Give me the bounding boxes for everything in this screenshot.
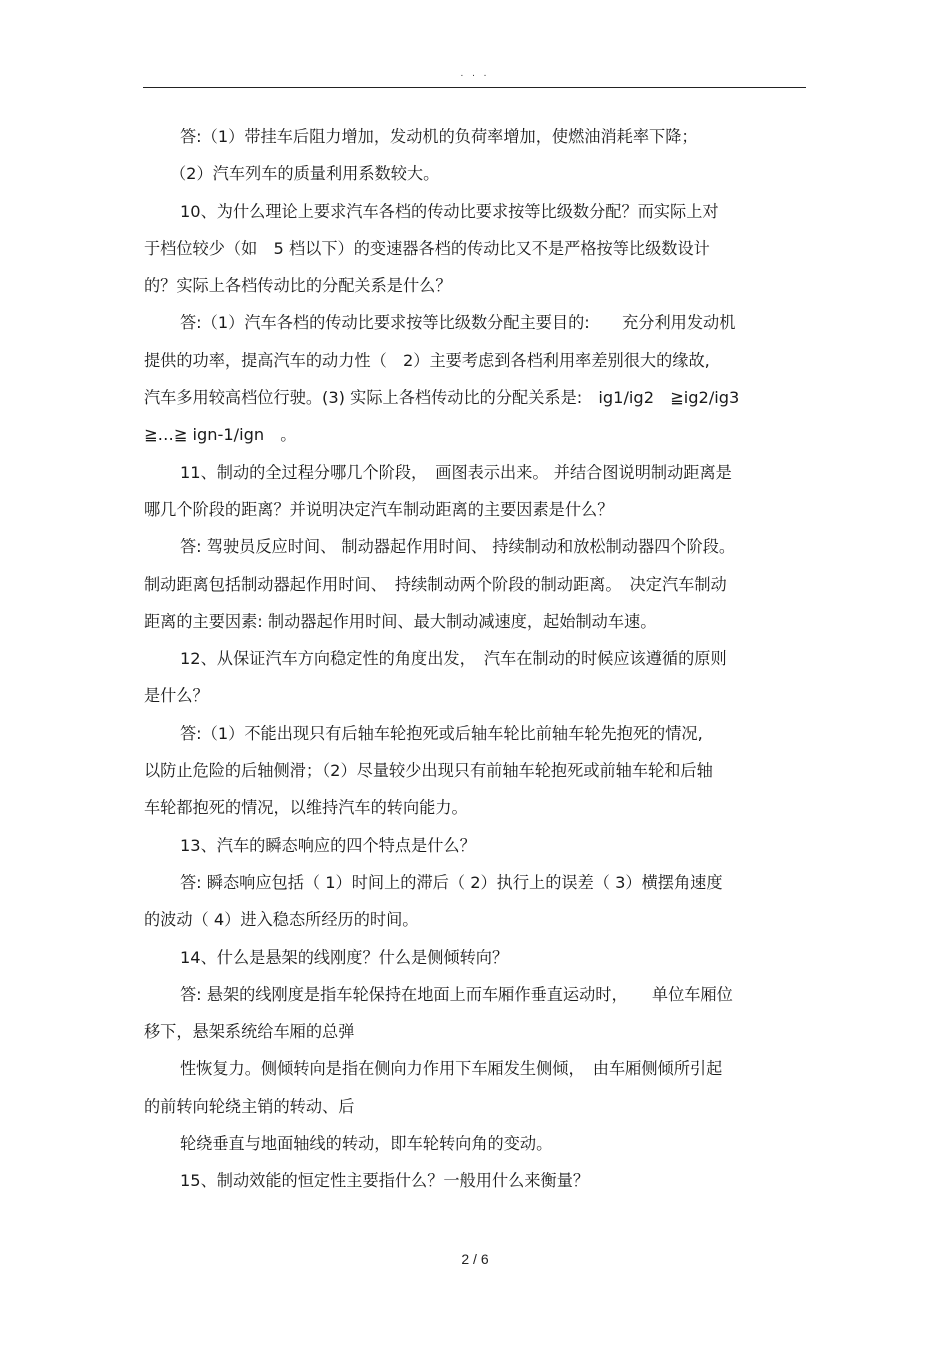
text-line: 的？实际上各档传动比的分配关系是什么？ [144, 276, 452, 296]
text-line: ≧…≧ ign-1/ign 。 [144, 425, 297, 445]
text-line: 11、制动的全过程分哪几个阶段， 画图表示出来。 并结合图说明制动距离是 [180, 462, 732, 482]
text-line: 车轮都抱死的情况，以维持汽车的转向能力。 [144, 798, 468, 818]
text-line: 以防止危险的后轴侧滑；（2）尽量较少出现只有前轴车轮抱死或前轴车轮和后轴 [144, 761, 713, 781]
text-line: 12、从保证汽车方向稳定性的角度出发， 汽车在制动的时候应该遵循的原则 [180, 649, 727, 669]
text-line: 答: 驾驶员反应时间、 制动器起作用时间、 持续制动和放松制动器四个阶段。 [180, 537, 736, 557]
text-line: 于档位较少（如 5 档以下）的变速器各档的传动比又不是严格按等比级数设计 [144, 238, 710, 258]
text-line: 移下，悬架系统给车厢的总弹 [144, 1022, 355, 1042]
text-line: 汽车多用较高档位行驶。(3) 实际上各档传动比的分配关系是: ig1/ig2 ≧ig2/ig3 [144, 388, 740, 408]
text-line: 14、什么是悬架的线刚度？什么是侧倾转向？ [180, 947, 509, 967]
text-line: 提供的功率，提高汽车的动力性（ 2）主要考虑到各档利用率差别很大的缘故, [144, 350, 710, 370]
text-line: 距离的主要因素: 制动器起作用时间、最大制动减速度，起始制动车速。 [144, 611, 657, 631]
text-line: 答: 瞬态响应包括（ 1）时间上的滞后（ 2）执行上的误差（ 3）横摆角速度 [180, 872, 723, 892]
text-line: 10、为什么理论上要求汽车各档的传动比要求按等比级数分配？而实际上对 [180, 201, 719, 221]
text-line: 15、制动效能的恒定性主要指什么？一般用什么来衡量？ [180, 1171, 590, 1191]
document-body [144, 118, 809, 1200]
text-line: 性恢复力。侧倾转向是指在侧向力作用下车厢发生侧倾， 由车厢侧倾所引起 [180, 1059, 723, 1079]
text-line: 答:（1）不能出现只有后轴车轮抱死或后轴车轮比前轴车轮先抱死的情况, [180, 723, 703, 743]
header-rule [143, 87, 806, 88]
text-line: 答: 悬架的线刚度是指车轮保持在地面上而车厢作垂直运动时， 单位车厢位 [180, 984, 733, 1004]
text-line: 13、汽车的瞬态响应的四个特点是什么？ [180, 835, 476, 855]
text-line: 制动距离包括制动器起作用时间、 持续制动两个阶段的制动距离。 决定汽车制动 [144, 574, 727, 594]
text-line: 答:（1）汽车各档的传动比要求按等比级数分配主要目的: 充分利用发动机 [180, 313, 736, 333]
text-line: （2）汽车列车的质量利用系数较大。 [170, 164, 440, 184]
text-line: 答:（1）带挂车后阻力增加，发动机的负荷率增加，使燃油消耗率下降； [180, 127, 698, 146]
text-line: 轮绕垂直与地面轴线的转动，即车轮转向角的变动。 [180, 1134, 553, 1154]
text-line: 是什么？ [144, 686, 209, 706]
text-line: 哪几个阶段的距离？并说明决定汽车制动距离的主要因素是什么？ [144, 499, 614, 519]
text-line: 的前转向轮绕主销的转动、后 [144, 1096, 355, 1116]
page-number: 2 / 6 [461, 1251, 489, 1267]
header-marks: . . . [460, 68, 490, 79]
text-line: 的波动（ 4）进入稳态所经历的时间。 [144, 910, 419, 930]
